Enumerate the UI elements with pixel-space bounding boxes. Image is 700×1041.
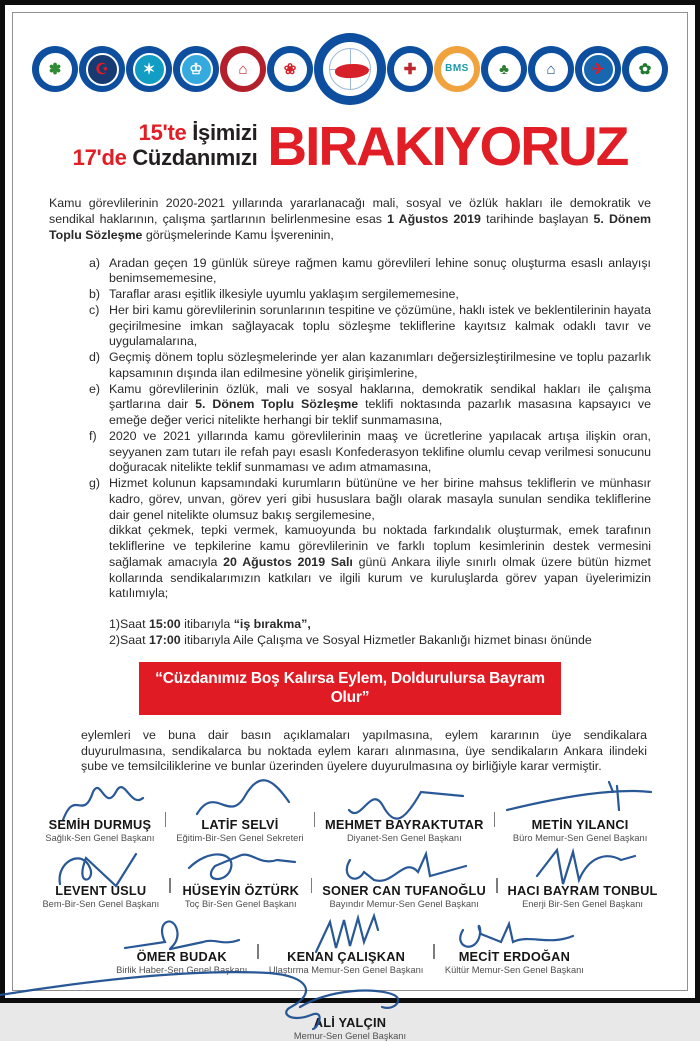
signature-levent-uslu: LEVENT USLU Bem-Bir-Sen Genel Başkanı [42, 846, 159, 909]
signature-icon [290, 981, 410, 1015]
signature-ali-yalcin: ALİ YALÇIN Memur-Sen Genel Başkanı [49, 981, 651, 1041]
slogan-banner: “Cüzdanımız Boş Kalırsa Eylem, Doldurulursa Bayram Olur” [139, 662, 561, 715]
headline-birakiyoruz: BIRAKIYORUZ [267, 114, 628, 177]
birlik-haber-sen-logo: ✶ [126, 46, 172, 92]
list-item-c: c) Her biri kamu görevlilerinin sorunlarının tespitine ve çözümüne, haklı istek ve beklentilerinin hayata geçirilmesine imkan sağlayacak toplu sözleşme tekliflerine kayıtsız kalmak odaklı tavır ve uygulamalarına, [89, 302, 651, 349]
ulastirma-memur-sen-logo: ✈ [575, 46, 621, 92]
signature-semih-durmus: SEMİH DURMUŞ Sağlık-Sen Genel Başkanı [45, 780, 155, 843]
signatures-section [42, 777, 658, 1041]
separator [494, 812, 496, 827]
saglik-sen-logo: ✚ [387, 46, 433, 92]
buro-memur-sen-logo: ☪ [79, 46, 125, 92]
headline-isimizi: İşimizi [186, 120, 258, 146]
signature-row-3 [49, 909, 651, 975]
list-item-e: e) Kamu görevlilerinin özlük, mali ve sosyal haklarına, demokratik sendikal hakları ile çalışma şartlarına dair 5. Dönem Toplu Sözleşme teklifi noktasında pazarlık masasına kapsayıcı ve emeğe değer verici nitelikte herhangi bir teklif sunmamasına, [89, 381, 651, 428]
toc-bir-sen-logo: ♣ [481, 46, 527, 92]
list-item-b: b) Taraflar arası eşitlik ilkesiyle uyumlu yaklaşım sergilememesine, [89, 287, 459, 302]
headline-left [73, 121, 258, 170]
signature-huseyin-ozturk: HÜSEYİN ÖZTÜRK Toç Bir-Sen Genel Başkanı [181, 846, 301, 909]
document-content [13, 13, 687, 1041]
list-item-g: g) Hizmet kolunun kapsamındaki kurumların bütününe ve her birine mahsus tekliflerin ve münhasır kadro, görev, unvan, görev yeri gibi hususlara bağlı olarak masayla sunulan sendika tekliflerine dair genel nitelikte olumsuz bakış sergilemesine, [89, 476, 651, 522]
signature-mecit-erdogan: MECİT ERDOĞAN Kültür Memur-Sen Genel Başkanı [445, 912, 584, 975]
signature-omer-budak: ÖMER BUDAK Birlik Haber-Sen Genel Başkanı [116, 912, 247, 975]
separator [314, 812, 316, 827]
headline [49, 113, 651, 179]
diyanet-sen-logo: ⌂ [220, 46, 266, 92]
list-item-a: a) Aradan geçen 19 günlük süreye rağmen kamu görevlileri lehine sonuç oluşturma esaslı anlayışı benimsememesine, [89, 255, 651, 286]
list-item-d: d) Geçmiş dönem toplu sözleşmelerinde yer alan kazanımları değersizleştirilmesine ve toplu pazarlık kapsamının dışında ilan edilmesine yönelik girişimlerine, [89, 350, 651, 380]
separator [165, 812, 167, 827]
closing-paragraph: eylemleri ve buna dair basın açıklamaları yapılmasına, eylem kararının üye sendikalara duyurulmasına, sendikalarca bu noktada eylem kararı alınmasına, üye sendikaların Ankara ilindeki şube ve temsilciliklerine ve bunlar üzerinden üyelere duyurulmasına oy birliğiyle karar vermiştir. [81, 727, 647, 774]
signature-metin-yilanci: METİN YILANCI Büro Memur-Sen Genel Başkanı [505, 780, 655, 843]
signature-kenan-caliskan: KENAN ÇALIŞKAN Ulaştırma Memur-Sen Genel Başkanı [269, 912, 424, 975]
signature-soner-can-tufanoglu: SONER CAN TUFANOĞLU Bayındır Memur-Sen Genel Başkanı [322, 846, 486, 909]
demands-list [49, 256, 651, 524]
headline-time-15: 15'te [138, 120, 187, 146]
bayindir-memur-sen-logo: ⌂ [528, 46, 574, 92]
purpose-paragraph: dikkat çekmek, tepki vermek, kamuoyunda bu noktada farkındalık oluşturmak, emek tarafının tekliflerine ve tepkilerine kamu görevlilerinin ve farklı toplum kesimlerinin destek vermesini sağlamak amacıyla 20 Ağustos 2019 Salı günü Ankara iliyle sınırlı olmak üzere bütün hizmet kollarında sendikalarımızın katkıları ve ilgili kurum ve kuruluşlarda görev yapan üyelerimizin katılımıyla; [109, 523, 651, 601]
intro-paragraph: Kamu görevlilerinin 2020-2021 yıllarında yararlanacağı mali, sosyal ve özlük hakları ile demokratik ve sendikal haklarının, çalışma şartlarının belirlenmesine esas 1 Ağustos 2019 tarihinde başlayan 5. Dönem Toplu Sözleşme görüşmelerinde Kamu İşvereninin, [49, 196, 651, 242]
list-item-f: f) 2020 ve 2021 yıllarında kamu görevlilerinin maaş ve ücretlerine yapılacak artışa ilişkin oran, seyyanen zam tutarı ile refah payı esaslı Konfederasyon teklifine olumlu cevap verilmesi sonucunu doğuracak nitelikte teklif sunmaması ve adım atmamasına, [89, 428, 651, 475]
signature-mehmet-bayraktutar: MEHMET BAYRAKTUTAR Diyanet-Sen Genel Başkanı [325, 780, 484, 843]
union-logos-row [49, 31, 651, 107]
signature-latif-selvi: LATİF SELVİ Eğitim-Bir-Sen Genel Sekreteri [176, 780, 303, 843]
separator [257, 944, 259, 959]
separator [433, 944, 435, 959]
bem-bir-sen-logo: ♔ [173, 46, 219, 92]
bms-logo: BMS [434, 46, 480, 92]
signature-row-1 [45, 777, 651, 844]
separator [496, 878, 498, 893]
signature-row-2 [42, 843, 658, 910]
action-schedule [109, 617, 651, 649]
egitim-bir-sen-logo: ❀ [267, 46, 313, 92]
schedule-item-2: 2)Saat 17:00 itibarıyla Aile Çalışma ve Sosyal Hizmetler Bakanlığı hizmet binası önünde [109, 632, 592, 647]
signature-haci-bayram-tonbul: HACI BAYRAM TONBUL Enerji Bir-Sen Genel Başkanı [508, 846, 658, 909]
kultur-memur-sen-logo: ✽ [32, 46, 78, 92]
separator [169, 878, 171, 893]
emekli-memur-sen-logo: ✿ [622, 46, 668, 92]
body-text [49, 196, 651, 775]
headline-cuzdanimizi: Cüzdanımızı [126, 145, 258, 170]
schedule-item-1: 1)Saat 15:00 itibarıyla “iş bırakma”, [109, 617, 311, 632]
memur-sen-logo [314, 33, 386, 105]
separator [311, 878, 313, 893]
headline-time-17: 17'de [72, 145, 127, 170]
